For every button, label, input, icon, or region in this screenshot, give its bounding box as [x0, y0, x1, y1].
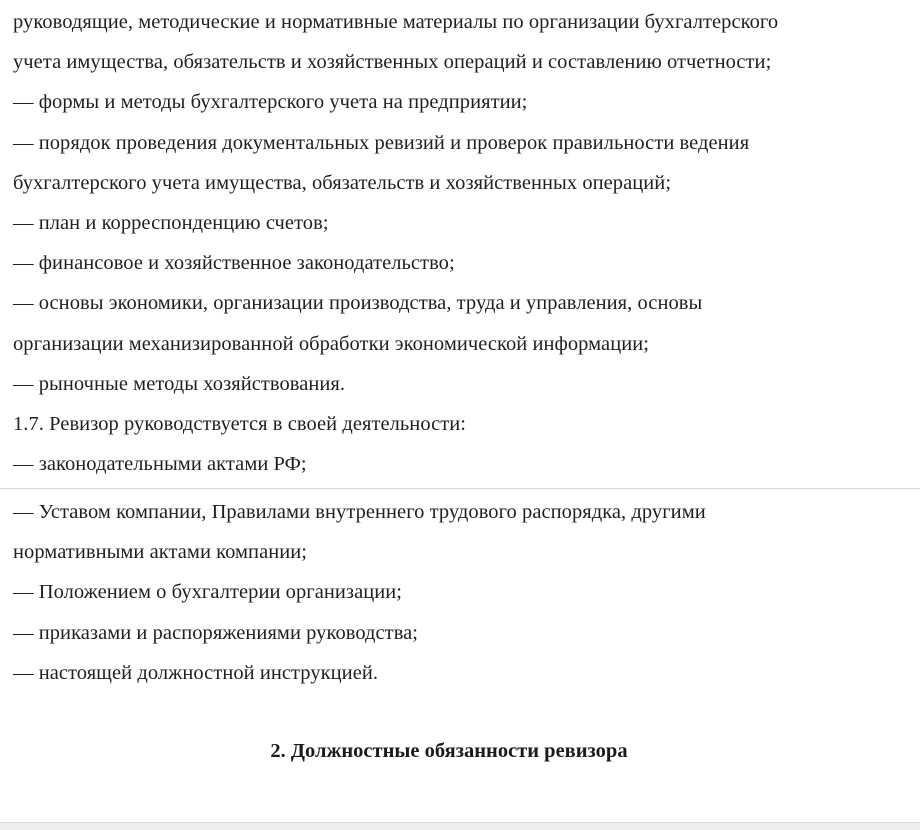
list-item: — основы экономики, организации производства, труда и управления, основы: [13, 292, 703, 315]
text-line: бухгалтерского учета имущества, обязательств и хозяйственных операций;: [13, 171, 672, 194]
list-item: — приказами и распоряжениями руководства;: [13, 621, 419, 644]
list-item: — план и корреспонденцию счетов;: [13, 211, 329, 234]
list-item: — финансовое и хозяйственное законодательство;: [13, 252, 455, 275]
page-divider: [0, 488, 920, 489]
bottom-scroll-strip[interactable]: [0, 822, 920, 830]
list-item: — настоящей должностной инструкцией.: [13, 661, 379, 684]
list-item: — порядок проведения документальных ревизий и проверок правильности ведения: [13, 131, 750, 154]
list-item: — формы и методы бухгалтерского учета на предприятии;: [13, 91, 528, 114]
text-line: нормативными актами компании;: [13, 541, 308, 564]
text-block-top: [13, 2, 913, 484]
text-line: учета имущества, обязательств и хозяйственных операций и составлению отчетности;: [13, 51, 772, 74]
text-block-bottom: [13, 492, 913, 693]
list-item: — законодательными актами РФ;: [13, 453, 307, 476]
list-item: — рыночные методы хозяйствования.: [13, 372, 346, 395]
text-line: организации механизированной обработки экономической информации;: [13, 332, 649, 355]
section-heading: 2. Должностные обязанности ревизора: [270, 740, 628, 762]
list-item: — Положением о бухгалтерии организации;: [13, 581, 403, 604]
list-item: — Уставом компании, Правилами внутреннего трудового распорядка, другими: [13, 501, 706, 523]
text-line: руководящие, методические и нормативные материалы по организации бухгалтерского: [13, 11, 779, 33]
clause-heading: 1.7. Ревизор руководствуется в своей деятельности:: [13, 412, 467, 435]
